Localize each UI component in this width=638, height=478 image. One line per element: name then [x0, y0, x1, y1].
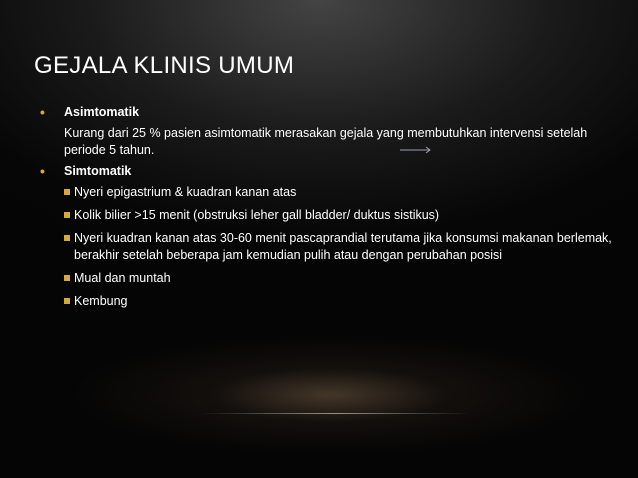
- square-bullet-icon: [64, 212, 70, 218]
- bullet-heading: Simtomatik: [64, 164, 132, 178]
- slide-title: GEJALA KLINIS UMUM: [34, 52, 295, 79]
- bullet-simtomatik: [40, 163, 620, 180]
- sub-bullet: [40, 270, 620, 287]
- sub-bullet-text: Nyeri kuadran kanan atas 30-60 menit pascaprandial terutama jika konsumsi makanan berlemak, berakhir setelah beberapa jam kemudian pulih atau dengan perubahan posisi: [74, 231, 612, 262]
- glow-line: [200, 413, 470, 414]
- sub-bullet: [40, 293, 620, 310]
- sub-bullet-text: Kembung: [74, 294, 128, 308]
- sub-bullet-text: Mual dan muntah: [74, 271, 171, 285]
- sub-bullet-text: Nyeri epigastrium & kuadran kanan atas: [74, 185, 297, 199]
- square-bullet-icon: [64, 235, 70, 241]
- square-bullet-icon: [64, 189, 70, 195]
- slide-content: [40, 104, 620, 316]
- bullet-heading: Asimtomatik: [64, 105, 140, 119]
- bullet-icon: •: [40, 104, 45, 120]
- sub-bullet-text: Kolik bilier >15 menit (obstruksi leher gall bladder/ duktus sistikus): [74, 208, 440, 222]
- square-bullet-icon: [64, 275, 70, 281]
- bullet-asimtomatik: [40, 104, 620, 121]
- sub-bullet: [40, 184, 620, 201]
- asimtomatik-text: Kurang dari 25 % pasien asimtomatik merasakan gejala yang membutuhkan intervensi setelah periode 5 tahun.: [64, 126, 588, 157]
- sub-bullet: [40, 207, 620, 224]
- arrow-icon: [400, 146, 432, 154]
- square-bullet-icon: [64, 298, 70, 304]
- bullet-icon: •: [40, 163, 45, 179]
- sub-bullet: [40, 230, 620, 264]
